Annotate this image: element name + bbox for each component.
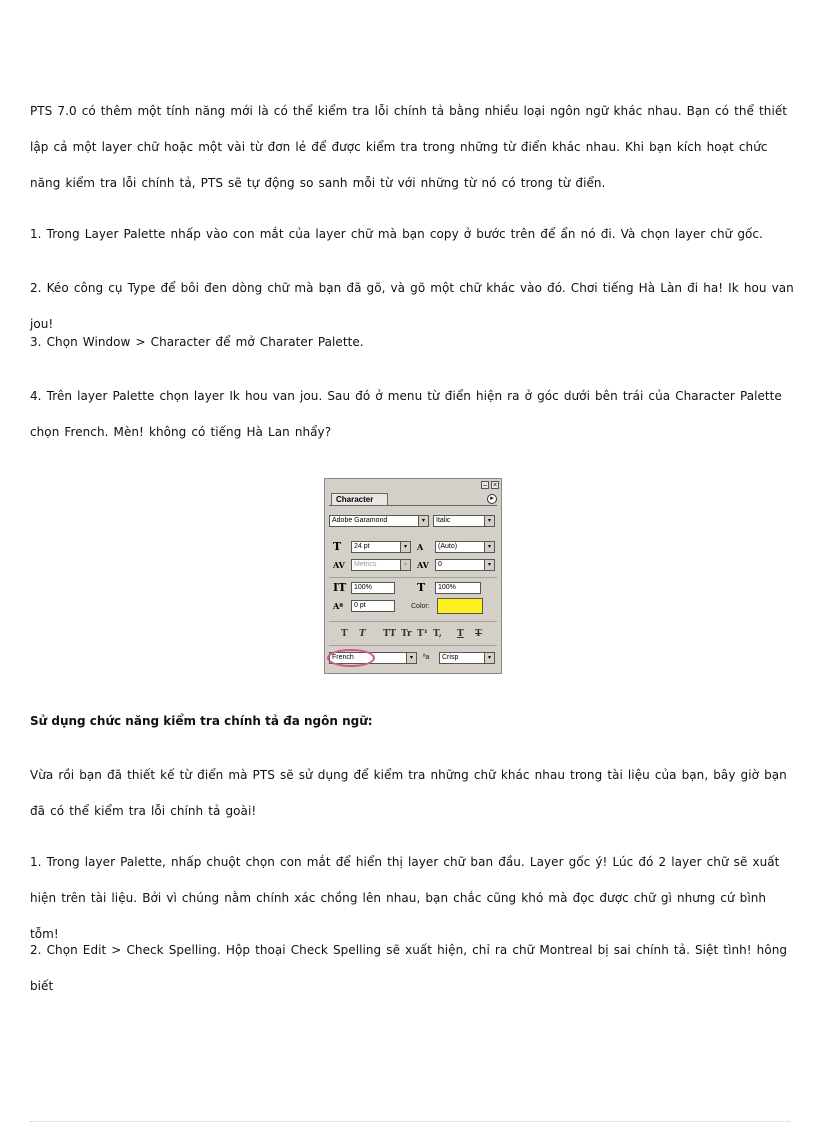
font-size-field bbox=[351, 541, 411, 553]
antialias-icon: ªa bbox=[423, 654, 430, 661]
divider bbox=[329, 621, 497, 622]
chevron-down-icon: ▾ bbox=[484, 542, 494, 552]
tab-character: Character bbox=[331, 493, 388, 506]
font-family-value: Adobe Garamond bbox=[332, 517, 388, 524]
chevron-down-icon: ▾ bbox=[400, 542, 410, 552]
underline-icon: T bbox=[457, 629, 464, 639]
section-intro-paragraph: Vừa rồi bạn đã thiết kế từ điển mà PTS sẽ sử dụng để kiểm tra những chữ khác nhau trong tài liệu của bạn, bây giờ bạn đã có thể kiểm tra lỗi chính tả goài! bbox=[30, 768, 787, 818]
superscript-icon: T¹ bbox=[417, 629, 428, 639]
tab-divider bbox=[329, 505, 497, 506]
baseline-shift-icon: Aª bbox=[333, 601, 344, 611]
color-swatch bbox=[437, 598, 483, 614]
horizontal-scale-field: 100% bbox=[435, 582, 481, 594]
chevron-down-icon: ▾ bbox=[484, 516, 494, 526]
step-3-paragraph: 3. Chọn Window > Character để mở Charater Palette. bbox=[30, 335, 364, 349]
section-heading: Sử dụng chức năng kiểm tra chính tả đa ngôn ngữ: bbox=[30, 714, 373, 728]
tracking-field bbox=[435, 559, 495, 571]
close-icon: × bbox=[492, 482, 498, 489]
kerning-field bbox=[351, 559, 411, 571]
subscript-icon: T, bbox=[433, 629, 442, 639]
strikethrough-icon: T bbox=[475, 629, 482, 639]
highlight-circle bbox=[327, 649, 375, 667]
palette-titlebar bbox=[325, 479, 501, 491]
leading-field bbox=[435, 541, 495, 553]
divider bbox=[329, 577, 497, 578]
step-1-paragraph: 1. Trong Layer Palette nhấp vào con mắt của layer chữ mà bạn copy ở bước trên để ẩn nó đi. Và chọn layer chữ gốc. bbox=[30, 227, 763, 241]
kerning-value: Metrics bbox=[354, 561, 377, 568]
font-size-icon: T bbox=[333, 540, 342, 553]
chevron-down-icon: ▾ bbox=[484, 653, 494, 663]
font-family-field bbox=[329, 515, 429, 527]
palette-menu-icon: ▸ bbox=[487, 494, 497, 504]
antialias-value: Crisp bbox=[442, 654, 459, 661]
section-step-1-paragraph: 1. Trong layer Palette, nhấp chuột chọn con mắt để hiển thị layer chữ ban đầu. Layer gốc ý! Lúc đó 2 layer chữ sẽ xuất hiện trên tài liệu. Bởi vì chúng nằm chính xác chồng lên nhau, bạn chắc cũng khó mà đọc được chữ gì nhưng cứ bình tỗm! bbox=[30, 855, 780, 941]
minimize-icon: – bbox=[481, 481, 489, 489]
vertical-scale-icon: IT bbox=[333, 581, 347, 594]
kerning-icon: AV bbox=[333, 560, 345, 570]
step-4-paragraph: 4. Trên layer Palette chọn layer Ik hou van jou. Sau đó ở menu từ điển hiện ra ở góc dưới bên trái của Character Palette chọn French. Mèn! không có tiếng Hà Lan nhẩy? bbox=[30, 389, 782, 439]
antialias-field bbox=[439, 652, 495, 664]
step-2-paragraph: 2. Kéo công cụ Type để bôi đen dòng chữ mà bạn đã gõ, và gõ một chữ khác vào đó. Chơi tiếng Hà Làn đi ha! Ik hou van jou! bbox=[30, 281, 794, 331]
small-caps-icon: Tr bbox=[401, 629, 412, 639]
tracking-icon: AV bbox=[417, 560, 429, 570]
leading-icon: A bbox=[417, 542, 424, 552]
language-value: French bbox=[332, 654, 354, 661]
baseline-shift-field: 0 pt bbox=[351, 600, 395, 612]
chevron-down-icon: ▾ bbox=[418, 516, 428, 526]
leading-value: (Auto) bbox=[438, 543, 458, 550]
faux-italic-icon: T bbox=[359, 629, 366, 639]
font-style-field bbox=[433, 515, 495, 527]
horizontal-scale-icon: T bbox=[417, 581, 426, 594]
character-palette-figure bbox=[324, 478, 502, 674]
chevron-down-icon: ▾ bbox=[400, 560, 410, 570]
section-step-2-paragraph: 2. Chọn Edit > Check Spelling. Hộp thoại Check Spelling sẽ xuất hiện, chỉ ra chữ Montreal bị sai chính tả. Siệt tình! hông biết bbox=[30, 943, 788, 993]
font-style-value: Italic bbox=[436, 517, 451, 524]
divider bbox=[329, 645, 497, 646]
faux-bold-icon: T bbox=[341, 629, 348, 639]
intro-paragraph: PTS 7.0 có thêm một tính năng mới là có thể kiểm tra lỗi chính tả bằng nhiều loại ngôn ngữ khác nhau. Bạn có thể thiết lập cả một layer chữ hoặc một vài từ đơn lẻ để được kiểm tra trong những từ điển khác nhau. Khi bạn kích hoạt chức năng kiểm tra lỗi chính tả, PTS sẽ tự động so sanh mỗi từ với những từ nó có trong từ điển. bbox=[30, 104, 788, 190]
all-caps-icon: TT bbox=[383, 629, 397, 639]
page-footer-rule bbox=[30, 1121, 790, 1122]
chevron-down-icon: ▾ bbox=[484, 560, 494, 570]
vertical-scale-field: 100% bbox=[351, 582, 395, 594]
chevron-down-icon: ▾ bbox=[406, 653, 416, 663]
font-size-value: 24 pt bbox=[354, 543, 370, 550]
tracking-value: 0 bbox=[438, 561, 442, 568]
color-label: Color: bbox=[411, 603, 430, 610]
